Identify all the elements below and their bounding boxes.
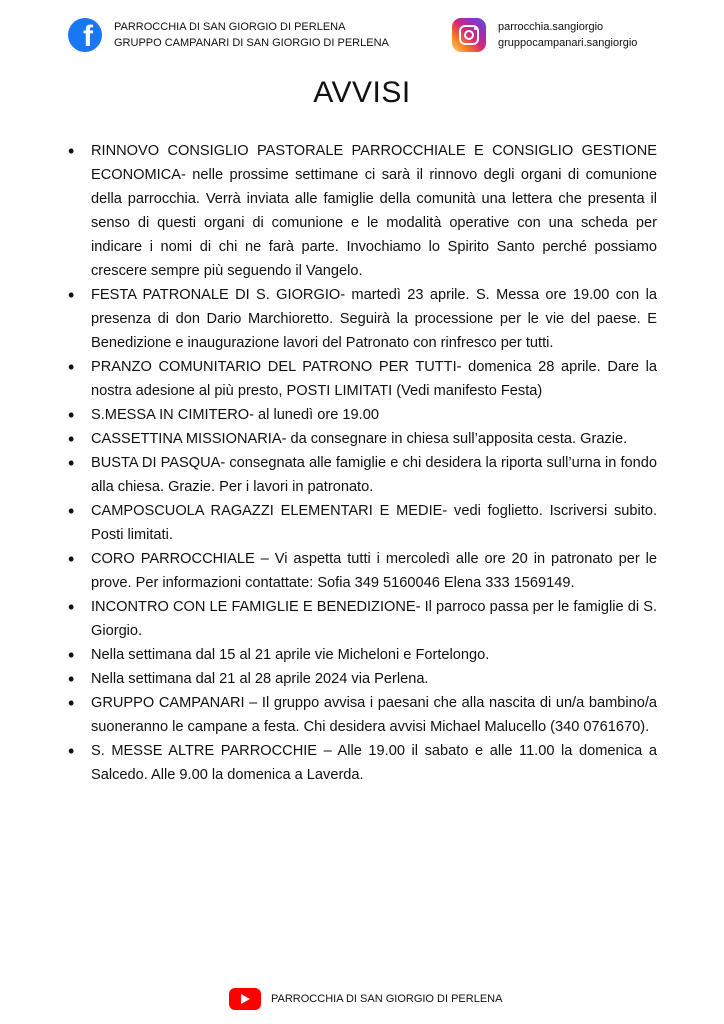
notice-item: • FESTA PATRONALE DI S. GIORGIO- martedì 23 aprile. S. Messa ore 19.00 con la presenza di don Dario Marchioretto. Seguirà la processione per le vie del paese. E Benedizione e inaugurazione lavori del Patronato con rinfresco per tutti. [64, 283, 657, 355]
notice-item: • S. MESSE ALTRE PARROCCHIE – Alle 19.00 il sabato e alle 11.00 la domenica a Salcedo. Alle 9.00 la domenica a Laverda. [64, 739, 657, 787]
notice-item: • S.MESSA IN CIMITERO- al lunedì ore 19.00 [64, 403, 657, 427]
instagram-line-1: parrocchia.sangiorgio [498, 21, 604, 33]
notice-item: • PRANZO COMUNITARIO DEL PATRONO PER TUTTI- domenica 28 aprile. Dare la nostra adesione al più presto, POSTI LIMITATI (Vedi manifesto Festa) [64, 355, 657, 403]
notice-list [64, 139, 657, 787]
instagram-line-2: gruppocampanari.sangiorgio [498, 37, 638, 49]
notice-item: • RINNOVO CONSIGLIO PASTORALE PARROCCHIALE E CONSIGLIO GESTIONE ECONOMICA- nelle prossime settimane ci sarà il rinnovo degli organi di comunione della parrocchia. Verrà inviata alle famiglie della comunità una lettera che presenta il senso di questi organi di comunione e le modalità operative con una scheda per indicare i nomi di chi ne farà parte. Invochiamo lo Spirito Santo perché possiamo crescere sempre più seguendo il Vangelo. [64, 139, 657, 283]
youtube-label: PARROCCHIA DI SAN GIORGIO DI PERLENA [271, 993, 503, 1005]
notice-item: • Nella settimana dal 21 al 28 aprile 2024 via Perlena. [64, 667, 657, 691]
notice-item: • CORO PARROCCHIALE – Vi aspetta tutti i mercoledì alle ore 20 in patronato per le prove. Per informazioni contattate: Sofia 349 5160046 Elena 333 1569149. [64, 547, 657, 595]
instagram-contact[interactable] [452, 18, 637, 52]
instagram-icon[interactable] [452, 18, 486, 52]
facebook-line-1: PARROCCHIA DI SAN GIORGIO DI PERLENA [114, 21, 346, 33]
page-title: AVVISI [313, 76, 411, 109]
notice-item: • GRUPPO CAMPANARI – Il gruppo avvisa i paesani che alla nascita di un/a bambino/a suoneranno le campane a festa. Chi desidera avvisi Michael Malucello (340 0761670). [64, 691, 657, 739]
youtube-icon[interactable] [229, 988, 261, 1010]
instagram-text [498, 19, 637, 51]
facebook-icon[interactable]: f [68, 18, 102, 52]
notice-item: • INCONTRO CON LE FAMIGLIE E BENEDIZIONE- Il parroco passa per le famiglie di S. Giorgio. [64, 595, 657, 643]
facebook-line-2: GRUPPO CAMPANARI DI SAN GIORGIO DI PERLENA [114, 37, 389, 49]
notice-item: • CAMPOSCUOLA RAGAZZI ELEMENTARI E MEDIE- vedi foglietto. Iscriversi subito. Posti limitati. [64, 499, 657, 547]
notice-item: • CASSETTINA MISSIONARIA- da consegnare in chiesa sull’apposita cesta. Grazie. [64, 427, 657, 451]
facebook-text [114, 19, 389, 51]
page-footer[interactable] [229, 988, 502, 1010]
notice-item: • Nella settimana dal 15 al 21 aprile vie Micheloni e Fortelongo. [64, 643, 657, 667]
facebook-contact[interactable] [68, 18, 389, 52]
page-header [0, 14, 724, 58]
notice-item: • BUSTA DI PASQUA- consegnata alle famiglie e chi desidera la riporta sull’urna in fondo alla chiesa. Grazie. Per i lavori in patronato. [64, 451, 657, 499]
